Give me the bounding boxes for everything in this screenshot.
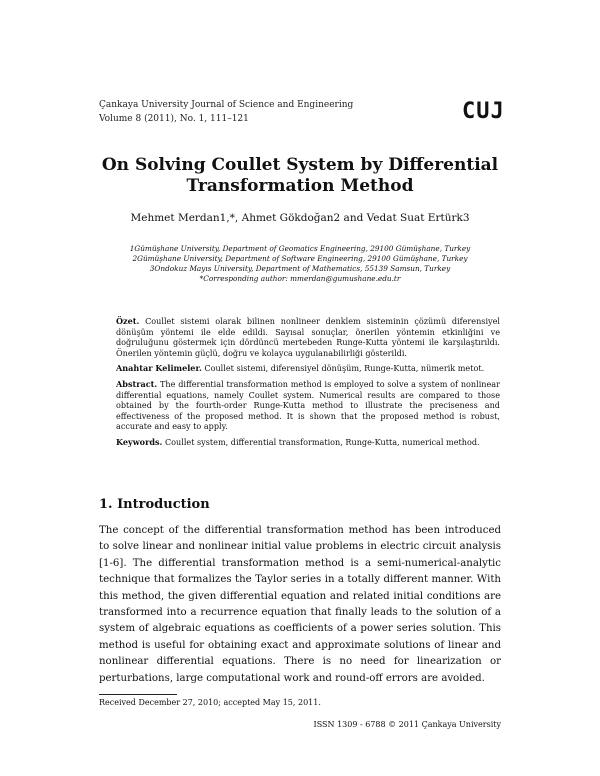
title-line-1: On Solving Coullet System by Differential bbox=[101, 155, 499, 175]
authors-text: Mehmet Merdan1,*, Ahmet Gökdoğan2 and Vedat Suat Ertürk3 bbox=[130, 212, 470, 224]
journal-logo: CUJ bbox=[462, 99, 505, 124]
affiliations bbox=[99, 244, 501, 284]
ozet-paragraph bbox=[116, 316, 500, 358]
anahtar-label: Anahtar Kelimeler. bbox=[116, 363, 202, 374]
author-list bbox=[99, 211, 501, 225]
anahtar-text: Coullet sistemi, diferensiyel dönüşüm, Runge-Kutta, nümerik metot. bbox=[204, 363, 485, 374]
abstract-label: Abstract. bbox=[116, 378, 158, 389]
ozet-text: Coullet sistemi olarak bilinen nonlineer denklem sisteminin çözümü diferensiyel dönüşüm yöntemi ile elde edildi. Sayısal sonuçlar, önerilen yöntemin etkinliğini ve doğruluğunu göstermek için dördüncü mertebeden Runge-Kutta yöntemi ile karşılaştırıldı. Önerilen yöntemin güçlü, doğru ve kolayca uygulanabilirliği gösterildi. bbox=[116, 316, 501, 358]
received-note: Received December 27, 2010; accepted May 15, 2011. bbox=[99, 698, 321, 707]
volume-info: Volume 8 (2011), No. 1, 111–121 bbox=[99, 114, 249, 124]
journal-name: Çankaya University Journal of Science and Engineering bbox=[99, 100, 354, 110]
affiliation-1: 1Gümüşhane University, Department of Geomatics Engineering, 29100 Gümüşhane, Turkey bbox=[129, 244, 471, 253]
keywords-label: Keywords. bbox=[116, 436, 163, 447]
ozet-label: Özet. bbox=[116, 316, 140, 326]
paper-title bbox=[99, 155, 501, 197]
section-heading-introduction: 1. Introduction bbox=[99, 497, 210, 512]
abstract-block bbox=[116, 316, 500, 448]
anahtar-paragraph bbox=[116, 363, 500, 374]
abstract-paragraph bbox=[116, 379, 500, 432]
keywords-text: Coullet system, differential transformation, Runge-Kutta, numerical method. bbox=[164, 436, 480, 447]
affiliation-3: 3Ondokuz Mayıs University, Department of Mathematics, 55139 Samsun, Turkey bbox=[149, 264, 451, 273]
affiliation-2: 2Gümüşhane University, Department of Software Engineering, 29100 Gümüşhane, Turkey bbox=[132, 254, 468, 263]
journal-header bbox=[99, 98, 353, 126]
footnote-rule bbox=[99, 694, 177, 695]
corresponding-author: *Corresponding author: mmerdan@gumushane.edu.tr bbox=[199, 274, 401, 283]
abstract-text: The differential transformation method is employed to solve a system of nonlinear differential equations, namely Coullet system. Numerical results are compared to those obtained by the fourth-order Runge-Kutta method to illustrate the preciseness and effectiveness of the proposed method. It is shown that the proposed method is robust, accurate and easy to apply. bbox=[116, 378, 500, 432]
introduction-paragraph: The concept of the differential transformation method has been introduced to solve linear and nonlinear initial value problems in electric circuit analysis [1-6]. The differential transformation method is a semi-numerical-analytic technique that formalizes the Taylor series in a totally different manner. With this method, the given differential equation and related initial conditions are transformed into a recurrence equation that finally leads to the solution of a system of algebraic equations as coefficients of a power series solution. This method is useful for obtaining exact and approximate solutions of linear and nonlinear differential equations. There is no need for linearization or perturbations, large computational work and round-off errors are avoided. bbox=[99, 525, 501, 684]
title-line-2: Transformation Method bbox=[186, 176, 414, 196]
keywords-paragraph bbox=[116, 437, 500, 448]
issn-line: ISSN 1309 - 6788 © 2011 Çankaya University bbox=[313, 720, 501, 729]
